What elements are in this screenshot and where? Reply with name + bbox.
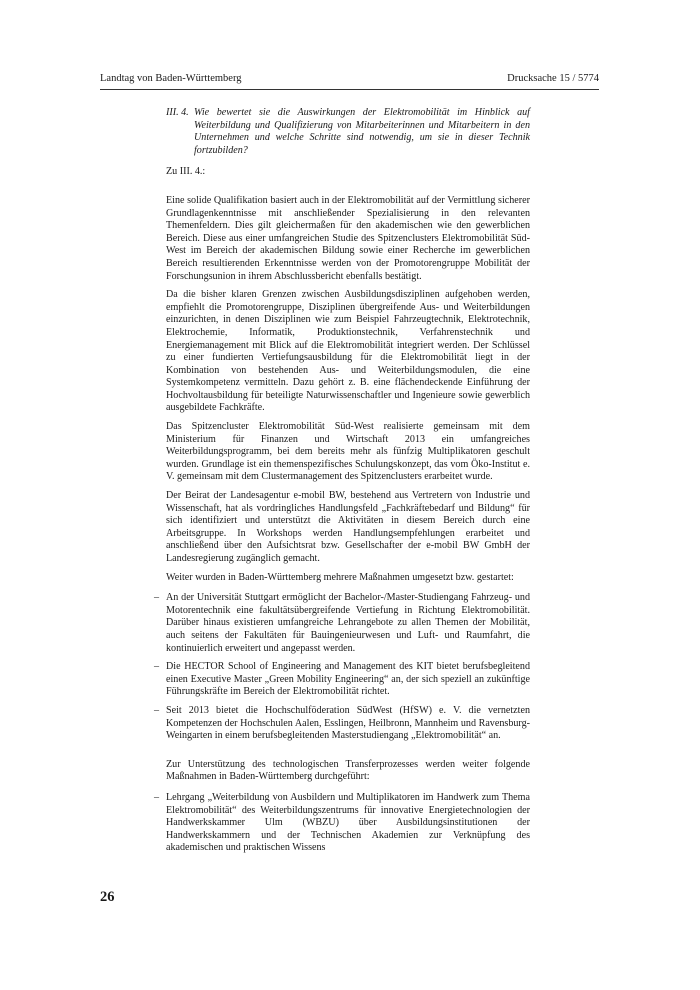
list-dash: – [154, 592, 160, 604]
list-item [154, 661, 530, 699]
list-item [154, 592, 530, 655]
transfer-measures-list [154, 791, 530, 855]
header-rule [100, 89, 599, 90]
paragraph-5: Weiter wurden in Baden-Württemberg mehrere Maßnahmen umgesetzt bzw. gestartet: [166, 571, 514, 583]
question-text: Wie bewertet sie die Auswirkungen der Elektromobilität im Hinblick auf Weiterbildung und Qualifizierung von Mitarbeiterinnen und Mitarbeitern in den Unternehmen und welche Schritte sind notwendig, um sie in dieser Technik fortzubilden? [194, 107, 530, 156]
list-dash: – [154, 791, 160, 803]
list-item [154, 705, 530, 743]
list-item-text: Seit 2013 bietet die Hochschulföderation SüdWest (HfSW) e. V. die vernetzten Kompetenzen der Hochschulen Aalen, Esslingen, Heilbronn, Mannheim und Ravensburg-Weingarten in einem berufsbegleitenden Masterstudiengang „Elektromobilität“ an. [166, 704, 530, 742]
paragraph-1: Eine solide Qualifikation basiert auch in der Elektromobilität auf der Vermittlung sicherer Grundlagenkenntnisse mit anschließender Spezialisierung in den relevanten Themenfeldern. Dies gilt gleichermaßen für den akademischen wie den gewerblichen Bereich. Diese aus einer umfangreichen Studie des Spitzenclusters Elektromobilität Süd-West im Bereich der akademischen Bildung sowie einer Recherche im gewerblichen Bereich resultierenden Erkenntnisse werden von der Promotorengruppe Mobilität der Forschungsunion in ihrem Abschlussbericht ebenfalls bestätigt. [166, 194, 530, 282]
running-header [100, 72, 599, 86]
paragraph-6: Zur Unterstützung des technologischen Transferprozesses werden weiter folgende Maßnahmen in Baden-Württemberg durchgeführt: [166, 758, 530, 783]
page-body [154, 107, 530, 855]
answer-heading: Zu III. 4.: [166, 166, 206, 178]
header-document-number: Drucksache 15 / 5774 [507, 73, 599, 84]
question-number: III. 4. [166, 107, 189, 118]
list-dash: – [154, 661, 160, 673]
page-number: 26 [100, 889, 115, 905]
paragraph-2: Da die bisher klaren Grenzen zwischen Ausbildungsdisziplinen aufgehoben werden, empfiehlt die Promotorengruppe, Disziplinen übergreifende Aus- und Weiterbildungen einzurichten, in denen Disziplinen wie zum Beispiel Fahrzeugtechnik, Elektrotechnik, Elektrochemie, Informatik, Produktionstechnik, Verfahrenstechnik und Energiemanagement mit Blick auf die Elektromobilität integriert werden. Der Schlüssel zu einer fundierten Vertiefungsausbildung für die Elektromobilität liegt in der Kombination von bestehenden Aus- und Weiterbildungsmodulen, die eine Systemkompetenz vermitteln. Dazu gehört z. B. eine flächendeckende Einführung der Hochvoltausbildung für beteiligte Naturwissenschaftler und Ingenieure sowie gewerblich ausgebildete Fachkräfte. [166, 289, 530, 414]
list-item-text: Lehrgang „Weiterbildung von Ausbildern und Multiplikatoren im Handwerk zum Thema Elektromobilität“ des Weiterbildungszentrums für innovative Energietechnologien der Handwerkskammer Ulm (WBZU) über Ausbildungsinstitutionen der Handwerkskammern und der Technischen Akademien zur Verknüpfung des akademischen und praktischen Wissens [166, 791, 530, 854]
header-publisher: Landtag von Baden-Württemberg [100, 73, 242, 84]
list-dash: – [154, 704, 160, 716]
measures-list [154, 592, 530, 743]
paragraph-4: Der Beirat der Landesagentur e-mobil BW, bestehend aus Vertretern von Industrie und Wissenschaft, hat als vordringliches Handlungsfeld „Fachkräftebedarf und Bildung“ für sich identifiziert und unterstützt die Aktivitäten in diesem Bereich durch eine Arbeitsgruppe. In Workshops werden Handlungsempfehlungen erarbeitet und anschließend über den Aufsichtsrat bzw. Gesellschafter der e-mobil BW GmbH der Landesregierung zugänglich gemacht. [166, 490, 530, 564]
list-item [154, 792, 530, 855]
list-item-text: Die HECTOR School of Engineering and Management des KIT bietet berufsbegleitend einen Executive Master „Green Mobility Engineering“ an, der sich speziell an zukünftige Führungskräfte im Bereich der Elektromobilität richtet. [166, 661, 530, 698]
question-block [166, 107, 530, 157]
list-item-text: An der Universität Stuttgart ermöglicht der Bachelor-/Master-Studiengang Fahrzeug- und Motorentechnik eine fakultätsübergreifende Vertiefung in Richtung Elektromobilität. Darüber hinaus existieren umfangreiche Lehrangebote zu allen Themen der Mobilität, auch seitens der Fakultäten für Bauingenieurwesen und Luft- und Raumfahrt, die kontinuierlich erweitert und angepasst werden. [166, 592, 530, 654]
paragraph-3: Das Spitzencluster Elektromobilität Süd-West realisierte gemeinsam mit dem Ministerium für Finanzen und Wirtschaft 2013 ein umfangreiches Weiterbildungsprogramm, bei dem bereits mehr als fünfzig Multiplikatoren geschult wurden. Grundlage ist ein themenspezifisches Schulungskonzept, das vom Öko-Institut e. V. gemeinsam mit dem Clustermanagement des Spitzenclusters erarbeitet wurde. [166, 421, 530, 483]
